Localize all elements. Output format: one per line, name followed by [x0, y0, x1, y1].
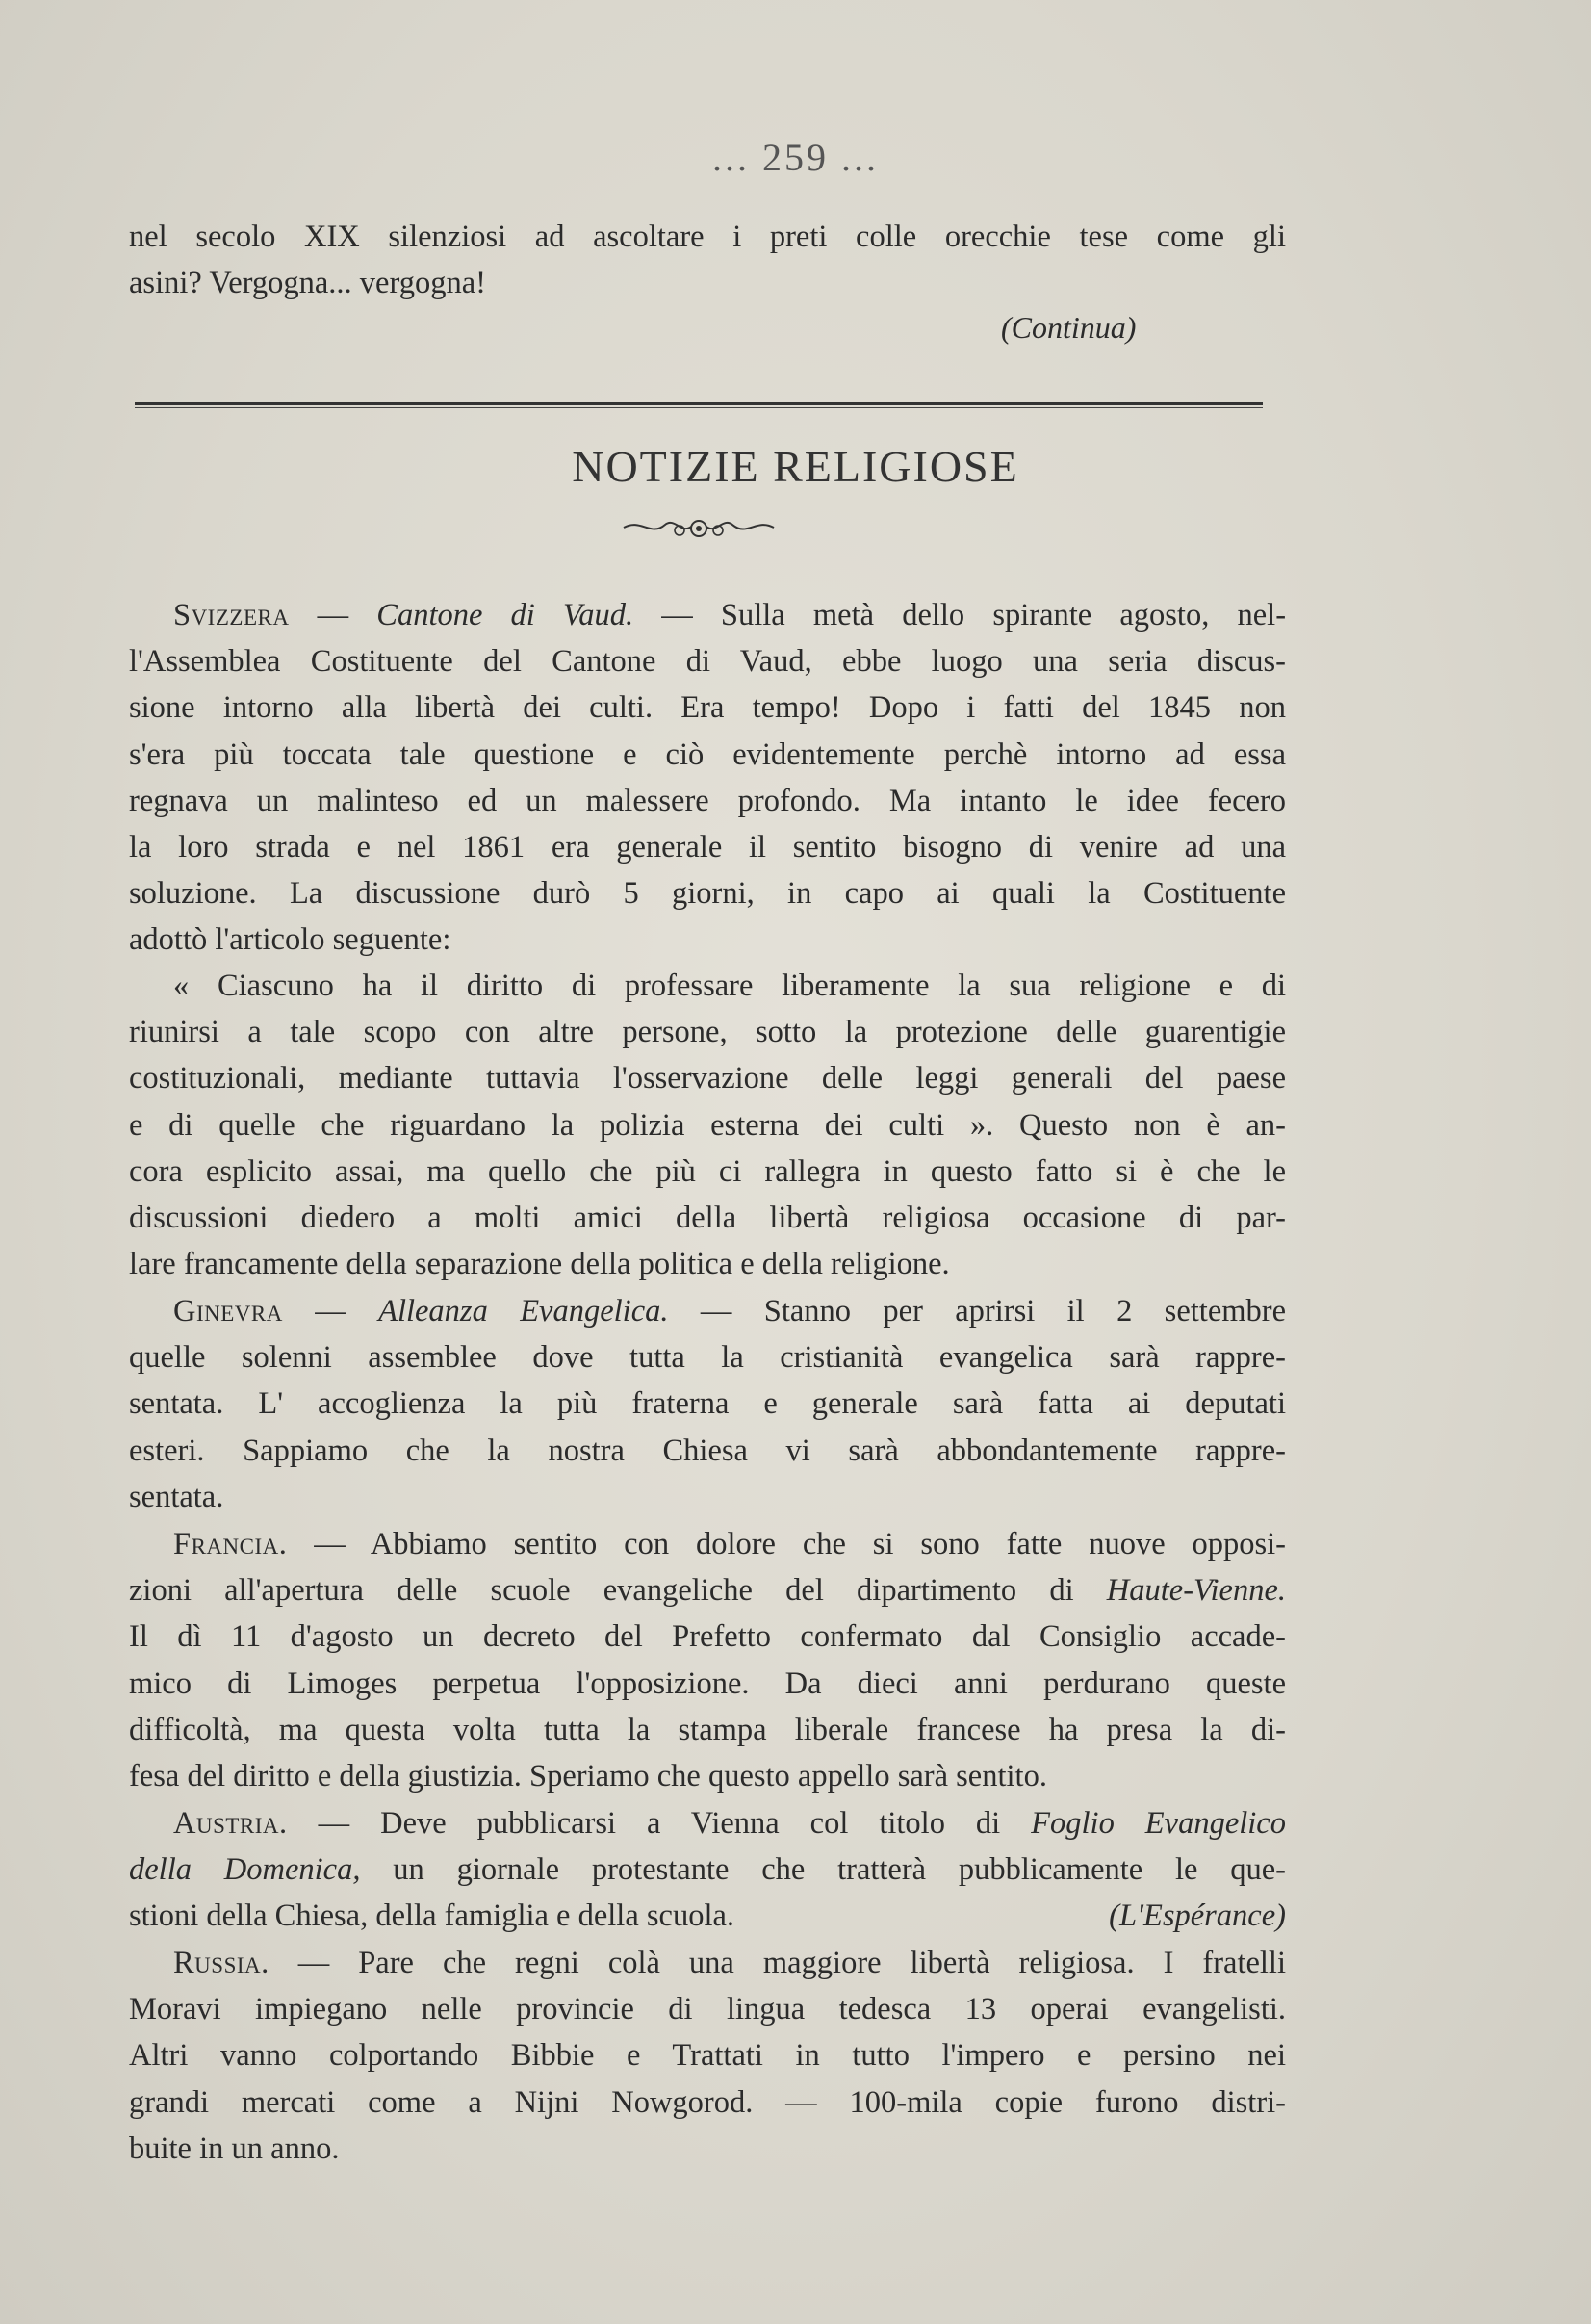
text-span: zioni all'apertura delle scuole evangeliche del dipartimento di: [129, 1573, 1107, 1609]
text-line: e di quelle che riguardano la polizia esterna dei culti ». Questo non è an-: [129, 1107, 1286, 1143]
text-line: fesa del diritto e della giustizia. Speriamo che questo appello sarà sentito.: [129, 1758, 1047, 1794]
separator: —: [287, 1527, 371, 1562]
text-line: cora esplicito assai, ma quello che più ci rallegra in questo fatto si è che le: [129, 1153, 1286, 1189]
quote-paragraph: [129, 963, 1286, 1287]
text-line: adottò l'articolo seguente:: [129, 922, 451, 958]
text-line: sione intorno alla libertà dei culti. Era tempo! Dopo i fatti del 1845 non: [129, 690, 1286, 726]
text-span: « Ciascuno ha il diritto di professare liberamente la sua religione e di: [173, 968, 1286, 1003]
text-line: nel secolo XIX silenziosi ad ascoltare i preti colle orecchie tese come gli: [129, 219, 1286, 254]
place-name: Haute-Vienne.: [1106, 1573, 1286, 1609]
canton-name: Cantone di Vaud.: [376, 598, 634, 633]
intro-paragraph: [129, 214, 1286, 306]
source-citation: (L'Espérance): [1109, 1898, 1286, 1934]
text-span: Abbiamo sentito con dolore che si sono fatte nuove opposi-: [370, 1527, 1286, 1562]
country-name: Svizzera: [173, 598, 290, 633]
separator: —: [633, 598, 721, 633]
publication-title: Foglio Evangelico: [1031, 1806, 1286, 1841]
text-line: [129, 963, 1286, 1009]
separator: —: [282, 1294, 379, 1329]
text-line: Moravi impiegano nelle provincie di lingua tedesca 13 operai evangelisti.: [129, 1992, 1286, 2027]
text-line: Il dì 11 d'agosto un decreto del Prefetto confermato dal Consiglio accade-: [129, 1619, 1286, 1655]
text-line: [129, 1846, 1286, 1893]
continua-note: (Continua): [1001, 310, 1137, 345]
francia-paragraph: [129, 1521, 1286, 1799]
text-line: riunirsi a tale scopo con altre persone, sotto la protezione delle guarentigie: [129, 1015, 1286, 1050]
text-line: discussioni diedero a molti amici della libertà religiosa occasione di par-: [129, 1200, 1286, 1235]
separator: —: [668, 1294, 764, 1329]
text-span: un giornale protestante che tratterà pubblicamente le que-: [360, 1852, 1287, 1888]
section-title: NOTIZIE RELIGIOSE: [572, 442, 1019, 491]
text-span: Pare che regni colà una maggiore libertà religiosa. I fratelli: [358, 1946, 1286, 1980]
text-line: costituzionali, mediante tuttavia l'osservazione delle leggi generali del paese: [129, 1061, 1286, 1097]
section-divider: [135, 402, 1263, 408]
text-line: buite in un anno.: [129, 2130, 340, 2166]
text-line: [129, 1521, 1286, 1567]
separator: —: [287, 1806, 381, 1841]
text-line: quelle solenni assemblee dove tutta la cristianità evangelica sarà rappre-: [129, 1340, 1286, 1376]
text-line: [129, 1893, 1286, 1939]
text-span: Sulla metà dello spirante agosto, nel-: [720, 598, 1287, 633]
separator: —: [269, 1946, 359, 1980]
text-line: lare francamente della separazione della politica e della religione.: [129, 1247, 950, 1282]
text-line: Altri vanno colportando Bibbie e Trattati in tutto l'impero e persino nei: [129, 2038, 1286, 2074]
text-line: [129, 1800, 1286, 1846]
country-name: Francia.: [173, 1527, 288, 1562]
austria-paragraph: [129, 1800, 1286, 1940]
ginevra-paragraph: [129, 1288, 1286, 1520]
ornament-icon: [622, 513, 776, 542]
topic-name: Alleanza Evangelica.: [378, 1294, 669, 1329]
text-line: sentata. L' accoglienza la più fraterna e generale sarà fatta ai deputati: [129, 1386, 1286, 1422]
country-name: Ginevra: [173, 1294, 283, 1329]
text-line: s'era più toccata tale questione e ciò evidentemente perchè intorno ad essa: [129, 736, 1286, 772]
svizzera-paragraph: [129, 592, 1286, 964]
text-line: l'Assemblea Costituente del Cantone di Vaud, ebbe luogo una seria discus-: [129, 644, 1286, 680]
text-line: [129, 1940, 1286, 1986]
country-name: Russia.: [173, 1946, 269, 1980]
text-line: difficoltà, ma questa volta tutta la stampa liberale francese ha presa la di-: [129, 1712, 1286, 1747]
text-line: soluzione. La discussione durò 5 giorni, in capo ai quali la Costituente: [129, 876, 1286, 912]
russia-paragraph: [129, 1940, 1286, 2172]
text-span: Stanno per aprirsi il 2 settembre: [763, 1294, 1287, 1329]
text-line: [129, 1288, 1286, 1334]
page-number: ... 259 ...: [712, 136, 879, 179]
text-line: regnava un malinteso ed un malessere profondo. Ma intanto le idee fecero: [129, 783, 1286, 818]
text-line: mico di Limoges perpetua l'opposizione. Da dieci anni perdurano queste: [129, 1666, 1286, 1701]
text-span: stioni della Chiesa, della famiglia e della scuola.: [129, 1898, 735, 1934]
text-span: Deve pubblicarsi a Vienna col titolo di: [380, 1806, 1032, 1841]
text-line: la loro strada e nel 1861 era generale il sentito bisogno di venire ad una: [129, 829, 1286, 865]
text-line: grandi mercati come a Nijni Nowgorod. — 100-mila copie furono distri-: [129, 2084, 1286, 2120]
text-line: esteri. Sappiamo che la nostra Chiesa vi sarà abbondantemente rappre-: [129, 1433, 1286, 1468]
text-line: [129, 1567, 1286, 1614]
text-line: asini? Vergogna... vergogna!: [129, 266, 486, 301]
text-line: sentata.: [129, 1479, 224, 1514]
publication-title: della Domenica,: [129, 1852, 361, 1888]
text-line: [129, 592, 1286, 638]
separator: —: [289, 598, 377, 633]
country-name: Austria.: [173, 1806, 288, 1841]
